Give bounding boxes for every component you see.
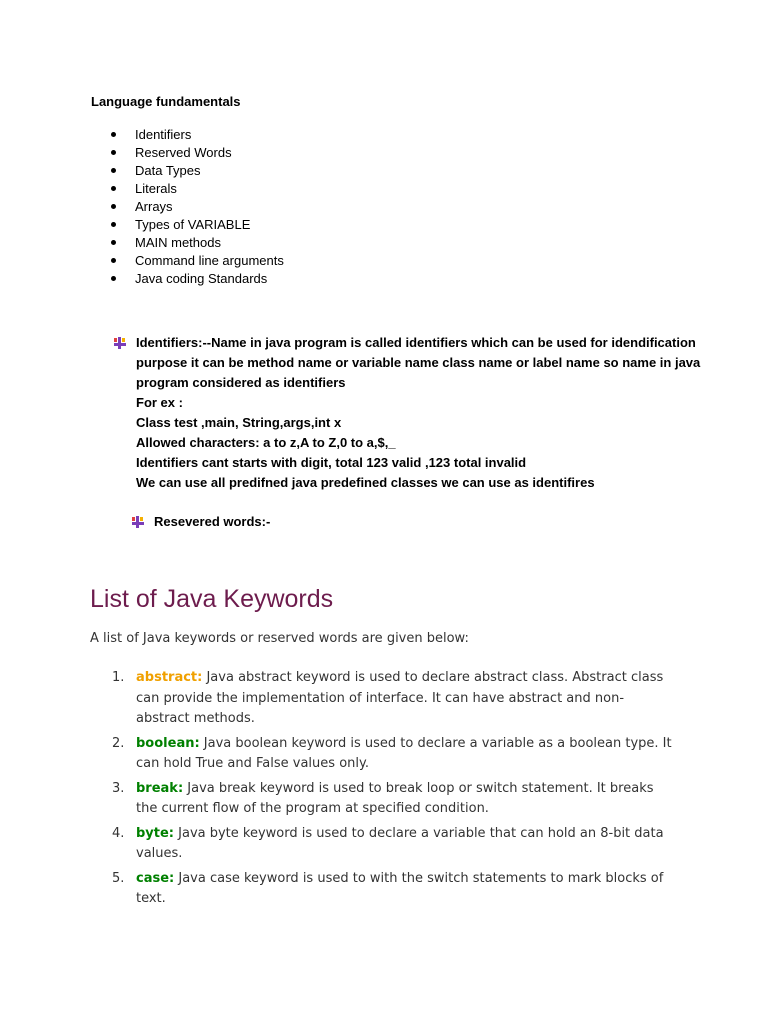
bullet-dot-icon <box>111 276 116 281</box>
item-number: 1. <box>112 670 125 685</box>
keyword-term: case: <box>136 870 175 886</box>
reserved-words-heading: Resevered words:- <box>154 514 271 529</box>
keyword-term: boolean: <box>136 735 200 751</box>
list-item: Command line arguments <box>108 253 284 271</box>
keywords-intro: A list of Java keywords or reserved words are given below: <box>90 631 469 646</box>
item-number: 4. <box>112 825 125 841</box>
list-item: Java coding Standards <box>108 271 284 289</box>
bullet-dot-icon <box>111 150 116 155</box>
list-item <box>0 779 768 820</box>
bullet-dot-icon <box>111 258 116 263</box>
bullet-dot-icon <box>111 204 116 209</box>
keywords-list <box>0 668 768 914</box>
keyword-description: Java byte keyword is used to declare a variable that can hold an 8-bit data values. <box>136 825 664 861</box>
item-number: 2. <box>112 735 125 751</box>
keyword-term: abstract: <box>136 670 203 685</box>
list-item: Literals <box>108 181 284 199</box>
list-item <box>0 668 768 730</box>
bullet-dot-icon <box>111 132 116 137</box>
bullet-dot-icon <box>111 240 116 245</box>
list-item <box>0 824 768 865</box>
bullet-dot-icon <box>111 222 116 227</box>
keyword-description: Java break keyword is used to break loop or switch statement. It breaks the current flow of the program at specified condition. <box>136 780 654 816</box>
list-item: Types of VARIABLE <box>108 217 284 235</box>
keyword-description: Java case keyword is used to with the switch statements to mark blocks of text. <box>136 870 664 906</box>
keyword-description: Java abstract keyword is used to declare abstract class. Abstract class can provide the implementation of interface. It can have abstract and non-abstract methods. <box>136 670 664 726</box>
arrow-bullet-icon <box>113 336 127 350</box>
bullet-dot-icon <box>111 186 116 191</box>
arrow-bullet-icon <box>131 515 145 529</box>
keywords-heading: List of Java Keywords <box>90 585 334 613</box>
list-item: Reserved Words <box>108 145 284 163</box>
item-number: 3. <box>112 780 125 796</box>
list-item: MAIN methods <box>108 235 284 253</box>
keyword-description: Java boolean keyword is used to declare a variable as a boolean type. It can hold True and False values only. <box>136 735 672 771</box>
list-item <box>0 734 768 775</box>
list-item: Arrays <box>108 199 284 217</box>
item-number: 5. <box>112 870 125 886</box>
identifiers-paragraph: Identifiers:--Name in java program is called identifiers which can be used for idendification purpose it can be method name or variable name class name or label name so name in java program considered as identifiers For ex : Class test ,main, String,args,int x Allowed characters: a to z,A to Z,0 to a,$,_ Identifiers cant starts with digit, total 123 valid ,123 total invalid We can use all predifned java predefined classes we can use as identifires <box>136 335 701 490</box>
keyword-term: byte: <box>136 825 175 841</box>
keyword-term: break: <box>136 780 184 796</box>
list-item <box>0 869 768 910</box>
list-item: Identifiers <box>108 127 284 145</box>
topic-list <box>108 127 284 289</box>
bullet-dot-icon <box>111 168 116 173</box>
section-title: Language fundamentals <box>91 94 241 109</box>
list-item: Data Types <box>108 163 284 181</box>
